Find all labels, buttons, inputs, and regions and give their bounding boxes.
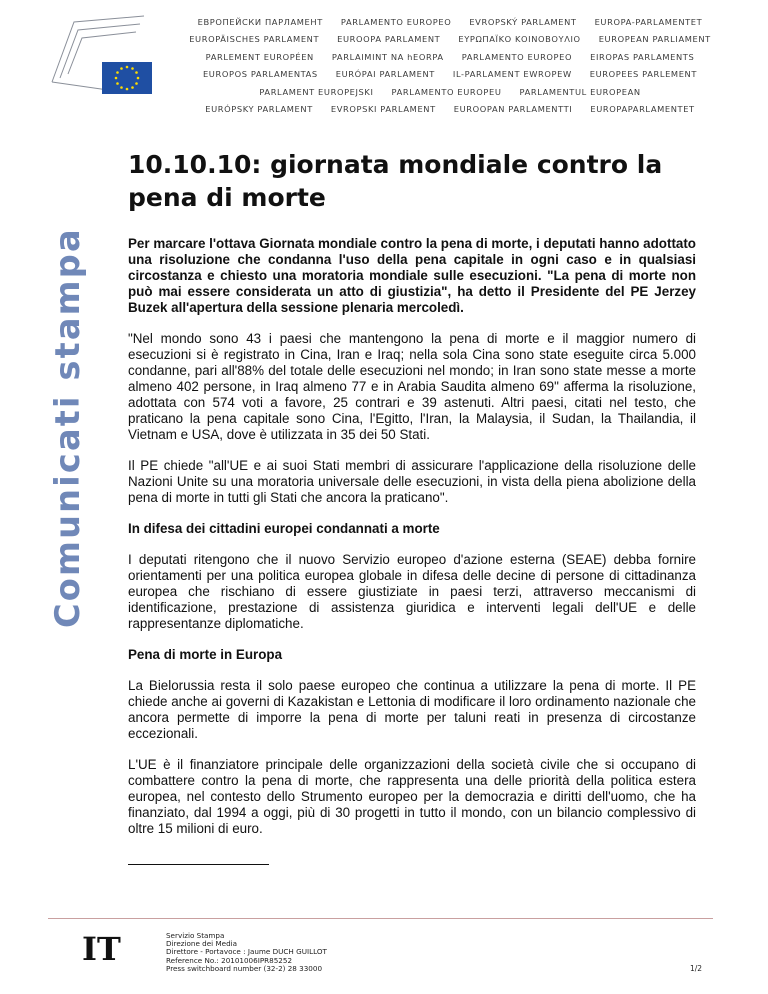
name: EVROPSKI PARLAMENT: [330, 104, 436, 115]
imprint-line: Press switchboard number (32-2) 28 33000: [166, 963, 323, 973]
name: EUROPEES PARLEMENT: [589, 69, 698, 80]
name: EUROOPA PARLAMENT: [337, 34, 441, 45]
name: EUROOPAN PARLAMENTTI: [453, 104, 573, 115]
name: EURÓPSKY PARLAMENT: [205, 104, 313, 115]
name: PARLAMENTO EUROPEO: [340, 17, 452, 27]
name: EUROPÄISCHES PARLAMENT: [189, 34, 320, 45]
names-row: [170, 31, 730, 48]
name: EUROPAPARLAMENTET: [590, 104, 695, 115]
name: PARLAMENTUL EUROPEAN: [519, 86, 641, 97]
name: PARLAMENTO EUROPEO: [461, 51, 573, 62]
name: PARLAMENTO EUROPEU: [391, 86, 502, 97]
names-row: [170, 101, 730, 118]
footer-divider: [48, 918, 713, 919]
paragraph: L'UE è il finanziatore principale delle organizzazioni della società civile che si occupano di combattere contro la pena di morte, che rappresenta una delle priorità della politica estera europea, nel contesto dello Strumento europeo per la democrazia e diritti dell'uomo, che ha finanziato, dal 1994 a oggi, più di 30 progetti in tutto il mondo, con un bilancio complessivo di oltre 15 milioni di euro.: [128, 757, 696, 836]
names-row: [170, 14, 730, 31]
paragraph: "Nel mondo sono 43 i paesi che mantengono la pena di morte e il maggior numero di esecuzioni si è registrato in Cina, Iran e Iraq; nella sola Cina sono state eseguite circa 5.000 condanne, pari all'88% del totale delle esecuzioni nel mondo; in Iran sono state messe a morte almeno 402 persone, in Iraq almeno 77 e in Arabia Saudita almeno 69" afferma la risoluzione, adottata con 574 voti a favore, 25 contrari e 39 astenuti. Altri paesi, citati nel testo, che praticano la pena capitale sono Cina, l'Egitto, l'Iran, la Malaysia, il Sudan, la Thailandia, il Vietnam e USA, dove è utilizzata in 35 dei 50 Stati.: [128, 331, 696, 442]
names-row: [170, 49, 730, 66]
imprint-line: Direzione dei Media: [166, 939, 238, 949]
section-label: Comunicati stampa: [48, 227, 87, 628]
names-row: [170, 84, 730, 101]
paragraph: I deputati ritengono che il nuovo Servizio europeo d'azione esterna (SEAE) debba fornire orientamenti per una politica europea globale in difesa delle decine di persone di cittadinanza europea che rischiano di essere giustiziate in paesi terzi, attraverso meccanismi di identificazione, prestazione di assistenza giuridica e interventi legali dell'UE e delle rappresentanze diplomatiche.: [128, 552, 696, 631]
name: EUROPA-PARLAMENTET: [594, 17, 703, 27]
paragraph: La Bielorussia resta il solo paese europeo che continua a utilizzare la pena di morte. Il PE chiede anche ai governi di Kazakistan e Lettonia di modificare il loro ordinamento nazionale che ancora permette di imporre la pena di morte per taluni reati in presenza di circostanze eccezionali.: [128, 678, 696, 741]
page-number: 1/2: [690, 964, 703, 973]
name: PARLEMENT EUROPÉEN: [205, 51, 314, 62]
names-row: [170, 66, 730, 83]
name: ΕΥΡΩΠΑΪΚΟ ΚΟΙΝΟΒΟΥΛΙΟ: [458, 34, 581, 45]
eu-flag-icon: [102, 62, 152, 94]
name: IL-PARLAMENT EWROPEW: [452, 69, 572, 80]
name: EIROPAS PARLAMENTS: [590, 51, 695, 62]
paragraph: Il PE chiede "all'UE e ai suoi Stati membri di assicurare l'applicazione della risoluzione delle Nazioni Unite su una moratoria universale delle esecuzioni, in vista della piena abolizione della pena di morte in tutti gli Stati che ancora la praticano".: [128, 458, 696, 505]
name: EUROPOS PARLAMENTAS: [202, 69, 318, 80]
name: EUROPEAN PARLIAMENT: [598, 34, 711, 45]
name: PARLAIMINT NA hEORPA: [331, 51, 444, 62]
name: EURÓPAI PARLAMENT: [335, 69, 435, 80]
imprint-line: Direttore - Portavoce : Jaume DUCH GUILLOT: [166, 947, 327, 957]
parliament-names: [170, 14, 730, 118]
press-service-imprint: [166, 932, 327, 973]
article-title: 10.10.10: giornata mondiale contro la pena di morte: [128, 150, 663, 212]
subheading: Pena di morte in Europa: [128, 647, 283, 662]
imprint-line: Reference No.: 20101006IPR85252: [166, 955, 293, 965]
ep-logo: [48, 12, 154, 96]
article-lead: Per marcare l'ottava Giornata mondiale contro la pena di morte, i deputati hanno adottato una risoluzione che condanna l'uso della pena capitale in ogni caso e in qualsiasi circostanza e chiesto una moratoria mondiale sulle esecuzioni. "La pena di morte non può mai essere considerata un atto di giustizia", ha detto il Presidente del PE Jerzey Buzek all'apertura della sessione plenaria mercoledì.: [128, 236, 696, 315]
name: ЕВРОПЕЙСКИ ПАРЛАМЕНТ: [197, 17, 323, 27]
signature-divider: [128, 863, 269, 865]
name: PARLAMENT EUROPEJSKI: [259, 86, 374, 97]
imprint-line: Servizio Stampa: [166, 931, 225, 940]
subheading: In difesa dei cittadini europei condannati a morte: [128, 521, 440, 536]
article: [118, 148, 696, 865]
name: EVROPSKÝ PARLAMENT: [469, 17, 577, 27]
language-code: IT: [82, 930, 121, 968]
